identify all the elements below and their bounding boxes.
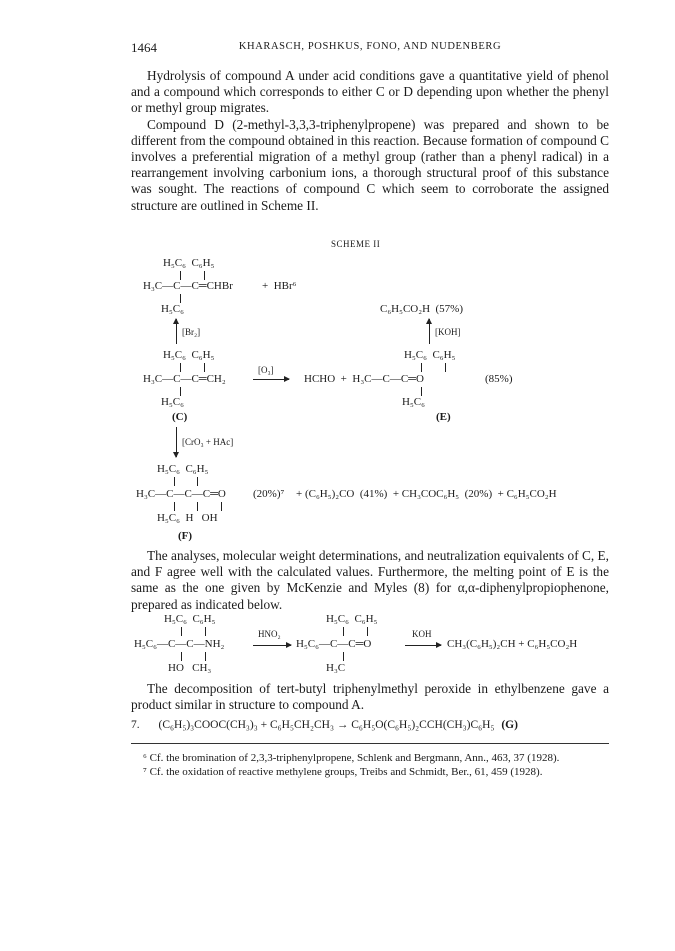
ketone-substituents: H₅C₆ C₆H₅ <box>326 613 378 625</box>
ketone-main: H₅C₆—C—C═O <box>296 638 372 650</box>
cleavage-products: CH₃(C₆H₅)₂CH + C₆H₅CO₂H <box>447 638 578 650</box>
compound-c-below: H₅C₆ <box>161 396 184 408</box>
ozonolysis-products: HCHO + H₃C—C—C═O <box>304 373 424 385</box>
compound-e-below: H₅C₆ <box>402 396 425 408</box>
top-compound-hbr: + HBr⁶ <box>262 280 297 292</box>
equation-number: 7. <box>131 719 140 731</box>
paragraph-2: Compound D (2-methyl-3,3,3-triphenylpropene) was prepared and shown to be different from the compound obtained in this reaction. Because formation of compound C involves a preferential migration of a methyl group (rather than a phenyl radical) in a rearrangement involving carbonium ions, a thorough structural proof of this substance was sought. The reactions of compound C which seem to corroborate the assigned structure are outlined in Scheme II. <box>131 116 609 213</box>
ketone-below: H₃C <box>326 662 346 674</box>
compound-f-yield: (20%)⁷ <box>253 488 285 500</box>
page-number: 1464 <box>131 40 157 55</box>
reagent-cro3: [CrO₃ + HAc] <box>182 437 234 447</box>
compound-f-below: H₅C₆ H OH <box>157 512 218 524</box>
running-title: KHARASCH, POSHKUS, FONO, AND NUDENBERG <box>238 41 502 52</box>
footnotes <box>131 752 609 779</box>
label-c: (C) <box>172 411 188 423</box>
paragraph-4: The decomposition of tert-butyl triphenylmethyl peroxide in ethylbenzene gave a product similar in structure to compound A. <box>131 681 609 713</box>
reagent-koh-2: KOH <box>412 629 432 639</box>
benzoic-acid-yield: C₆H₅CO₂H (57%) <box>380 303 463 315</box>
label-e: (E) <box>436 411 451 423</box>
compound-f-main: H₃C—C—C—C═O <box>136 488 226 500</box>
arrow-up-br2 <box>176 319 177 344</box>
arrow-hno2 <box>253 645 291 646</box>
equation-7 <box>131 719 609 731</box>
top-compound-main: H₃C—C—C═CHBr <box>143 280 233 292</box>
paragraph-1: Hydrolysis of compound A under acid conditions gave a quantitative yield of phenol and a compound which corresponds to either C or D depending upon whether the phenyl or methyl group migrates. <box>131 68 609 116</box>
footnote-6: ⁶ Cf. the bromination of 2,3,3-triphenylpropene, Schlenk and Bergmann, Ann., 463, 37 (1928). <box>143 752 560 764</box>
page-header <box>131 40 609 58</box>
footnote-rule <box>131 743 609 744</box>
paragraph-3: The analyses, molecular weight determinations, and neutralization equivalents of C, E, and F agree well with the calculated values. Furthermore, the melting point of E is the same as the one given by McKenzie and Myles (8) for α,α-diphenylpropiophenone, prepared as indicated below. <box>131 548 609 612</box>
compound-c-substituents: H₅C₆ C₆H₅ <box>163 349 215 361</box>
paragraph-3-block <box>131 548 609 613</box>
arrow-down-cro3 <box>176 427 177 457</box>
aminoalcohol-substituents: H₅C₆ C₆H₅ <box>164 613 216 625</box>
aminoalcohol-main: H₅C₆—C—C—NH₂ <box>134 638 225 650</box>
reagent-o3: [O₃] <box>258 365 274 375</box>
intro-text <box>131 68 609 214</box>
top-compound-substituents: H₅C₆ C₆H₅ <box>163 257 215 269</box>
arrow-up-koh <box>429 319 430 344</box>
scheme-caption: SCHEME II <box>331 239 381 249</box>
oxidation-products: + (C₆H₅)₂CO (41%) + CH₃COC₆H₅ (20%) + C₆H₅CO₂H <box>296 488 557 500</box>
arrow-koh <box>405 645 441 646</box>
paragraph-4-block <box>131 681 609 713</box>
equation-label: (G) <box>501 719 518 731</box>
compound-e-substituents: H₅C₆ C₆H₅ <box>404 349 456 361</box>
equation-text: (C₆H₅)₃COOC(CH₃)₃ + C₆H₅CH₂CH₃ → C₆H₅O(C₆H₅)₂CCH(CH₃)C₆H₅ <box>158 719 495 731</box>
arrow-ozonolysis <box>253 379 289 380</box>
aminoalcohol-below: HO CH₃ <box>168 662 212 674</box>
reagent-br2: [Br₂] <box>182 327 201 337</box>
reagent-koh: [KOH] <box>435 327 461 337</box>
top-compound-below: H₅C₆ <box>161 303 184 315</box>
label-f: (F) <box>178 530 193 542</box>
compound-c-main: H₃C—C—C═CH₂ <box>143 373 226 385</box>
compound-f-substituents: H₅C₆ C₆H₅ <box>157 463 209 475</box>
yield-e: (85%) <box>485 373 513 385</box>
footnote-7: ⁷ Cf. the oxidation of reactive methylene groups, Treibs and Schmidt, Ber., 61, 459 (1928). <box>143 765 543 778</box>
reagent-hno2: HNO₂ <box>258 629 281 639</box>
